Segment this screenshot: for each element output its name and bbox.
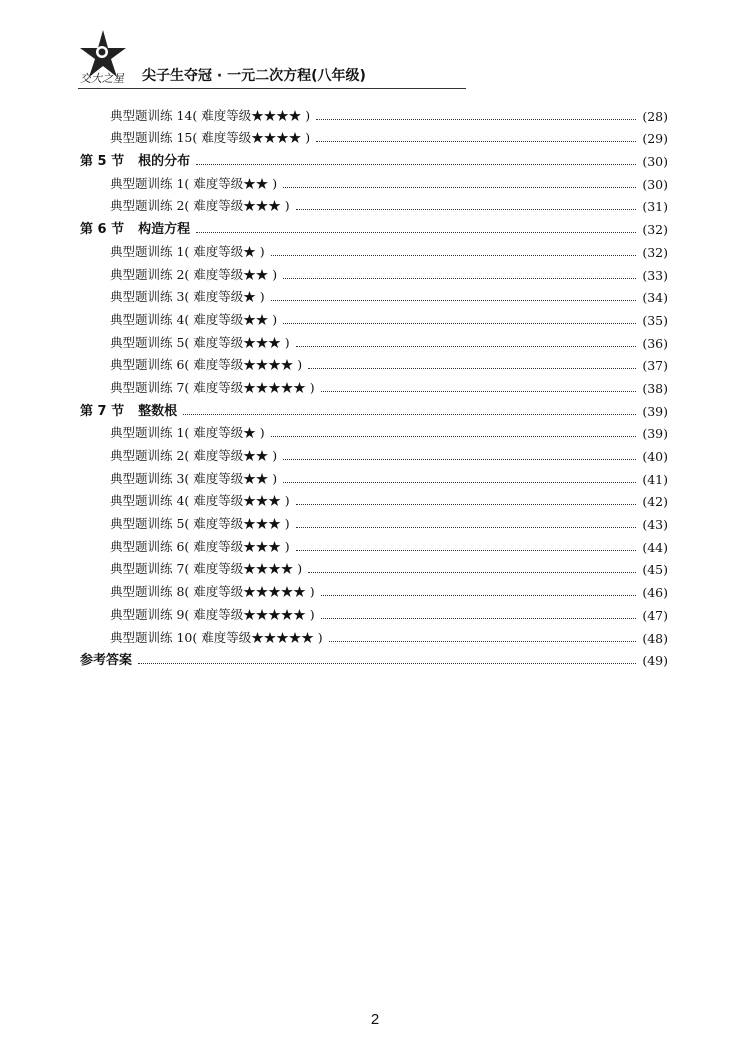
toc-section-row[interactable]: [80, 214, 668, 237]
toc-section-title: [80, 218, 190, 237]
toc-item-row[interactable]: [80, 124, 668, 147]
page-header: [78, 28, 466, 90]
dot-leader: [308, 572, 636, 573]
dot-leader: [321, 595, 637, 596]
toc-item-row[interactable]: [80, 577, 668, 600]
dot-leader: [329, 641, 637, 642]
toc-item-row[interactable]: [80, 464, 668, 487]
dot-leader: [271, 300, 637, 301]
dot-leader: [271, 255, 637, 256]
dot-leader: [296, 504, 637, 505]
dot-leader: [316, 119, 636, 120]
dot-leader: [296, 550, 637, 551]
toc-section-name: 整数根: [138, 403, 178, 419]
toc-page-ref: (29): [642, 131, 668, 147]
toc-section-number: 第 5 节: [80, 154, 125, 170]
brand-logo-text: 交大之星: [80, 72, 124, 85]
toc-item-row[interactable]: [80, 532, 668, 555]
toc-item-row[interactable]: [80, 373, 668, 396]
toc-item-label: 典型题训练 1( 难度等级★ ): [110, 425, 265, 441]
toc-section-name: 参考答案: [80, 653, 133, 669]
dot-leader: [283, 323, 636, 324]
dot-leader: [296, 527, 637, 528]
table-of-contents: [80, 101, 668, 668]
dot-leader: [196, 232, 636, 233]
toc-page-ref: (41): [642, 471, 668, 487]
dot-leader: [316, 141, 636, 142]
toc-item-label: 典型题训练 7( 难度等级★★★★★ ): [110, 379, 315, 395]
toc-item-label: 典型题训练 2( 难度等级★★ ): [110, 266, 278, 282]
dot-leader: [283, 278, 636, 279]
dot-leader: [321, 618, 637, 619]
toc-page-ref: (36): [642, 335, 668, 351]
toc-item-row[interactable]: [80, 169, 668, 192]
toc-item-row[interactable]: [80, 623, 668, 646]
toc-item-label: 典型题训练 8( 难度等级★★★★★ ): [110, 584, 315, 600]
header-divider: [78, 88, 466, 89]
toc-item-label: 典型题训练 5( 难度等级★★★ ): [110, 334, 290, 350]
toc-section-title: [80, 150, 190, 169]
toc-item-label: 典型题训练 2( 难度等级★★★ ): [110, 198, 290, 214]
toc-item-row[interactable]: [80, 419, 668, 442]
toc-item-row[interactable]: [80, 441, 668, 464]
toc-item-label: 典型题训练 14( 难度等级★★★★ ): [110, 107, 311, 123]
toc-section-name: 根的分布: [138, 154, 191, 170]
toc-page-ref: (34): [642, 290, 668, 306]
toc-item-label: 典型题训练 6( 难度等级★★★★ ): [110, 357, 303, 373]
toc-page-ref: (30): [642, 176, 668, 192]
toc-item-label: 典型题训练 6( 难度等级★★★ ): [110, 538, 290, 554]
toc-section-row[interactable]: [80, 646, 668, 669]
toc-page-ref: (42): [642, 494, 668, 510]
toc-item-label: 典型题训练 2( 难度等级★★ ): [110, 448, 278, 463]
toc-page-ref: (30): [642, 154, 668, 170]
toc-item-row[interactable]: [80, 555, 668, 578]
toc-item-label: 典型题训练 15( 难度等级★★★★ ): [110, 130, 311, 146]
toc-item-label: 典型题训练 3( 难度等级★★ ): [110, 470, 278, 486]
toc-item-label: 典型题训练 5( 难度等级★★★ ): [110, 516, 290, 532]
toc-page-ref: (39): [642, 426, 668, 442]
dot-leader: [283, 187, 636, 188]
page-number: 2: [370, 1011, 380, 1028]
toc-item-label: 典型题训练 9( 难度等级★★★★★ ): [110, 606, 315, 622]
toc-page-ref: (33): [642, 267, 668, 283]
toc-page-ref: (32): [642, 244, 668, 260]
toc-page-ref: (39): [642, 403, 668, 419]
dot-leader: [321, 391, 637, 392]
dot-leader: [196, 164, 636, 165]
dot-leader: [296, 209, 637, 210]
toc-item-row[interactable]: [80, 487, 668, 510]
toc-section-row[interactable]: [80, 146, 668, 169]
toc-page-ref: (43): [642, 517, 668, 533]
toc-page-ref: (49): [642, 653, 668, 669]
dot-leader: [283, 459, 636, 460]
book-title: 尖子生夺冠 · 一元二次方程(八年级): [142, 68, 366, 84]
toc-item-label: 典型题训练 10( 难度等级★★★★★ ): [110, 629, 323, 645]
dot-leader: [138, 663, 636, 664]
toc-page-ref: (35): [642, 312, 668, 328]
toc-page-ref: (38): [642, 380, 668, 396]
toc-section-title: [80, 400, 177, 419]
toc-page-ref: (31): [642, 199, 668, 215]
toc-page-ref: (47): [642, 607, 668, 623]
toc-page-ref: (48): [642, 630, 668, 646]
toc-section-row[interactable]: [80, 396, 668, 419]
toc-section-number: 第 6 节: [80, 222, 125, 238]
toc-item-label: 典型题训练 3( 难度等级★ ): [110, 289, 265, 305]
toc-item-label: 典型题训练 1( 难度等级★★ ): [110, 175, 278, 191]
dot-leader: [296, 346, 637, 347]
toc-item-row[interactable]: [80, 260, 668, 283]
toc-page-ref: (37): [642, 358, 668, 374]
toc-page-ref: (46): [642, 585, 668, 601]
toc-item-row[interactable]: [80, 192, 668, 215]
dot-leader: [283, 482, 636, 483]
dot-leader: [183, 414, 636, 415]
toc-item-row[interactable]: [80, 328, 668, 351]
toc-page-ref: (45): [642, 562, 668, 578]
toc-item-row[interactable]: [80, 101, 668, 124]
toc-item-label: 典型题训练 4( 难度等级★★★ ): [110, 493, 290, 509]
toc-item-row[interactable]: [80, 237, 668, 260]
toc-item-row[interactable]: [80, 283, 668, 306]
toc-section-name: 构造方程: [138, 222, 191, 238]
toc-item-label: 典型题训练 1( 难度等级★ ): [110, 243, 265, 259]
toc-page-ref: (32): [642, 222, 668, 238]
toc-item-row[interactable]: [80, 351, 668, 374]
toc-item-row[interactable]: [80, 305, 668, 328]
dot-leader: [271, 436, 637, 437]
toc-item-row[interactable]: [80, 509, 668, 532]
dot-leader: [308, 368, 636, 369]
toc-item-label: 典型题训练 4( 难度等级★★ ): [110, 311, 278, 327]
toc-page-ref: (44): [642, 539, 668, 555]
toc-page-ref: (28): [642, 108, 668, 124]
toc-section-title: [80, 649, 132, 668]
toc-item-label: 典型题训练 7( 难度等级★★★★ ): [110, 561, 303, 577]
toc-item-row[interactable]: [80, 600, 668, 623]
toc-section-number: 第 7 节: [80, 403, 125, 419]
toc-page-ref: (40): [642, 449, 668, 464]
